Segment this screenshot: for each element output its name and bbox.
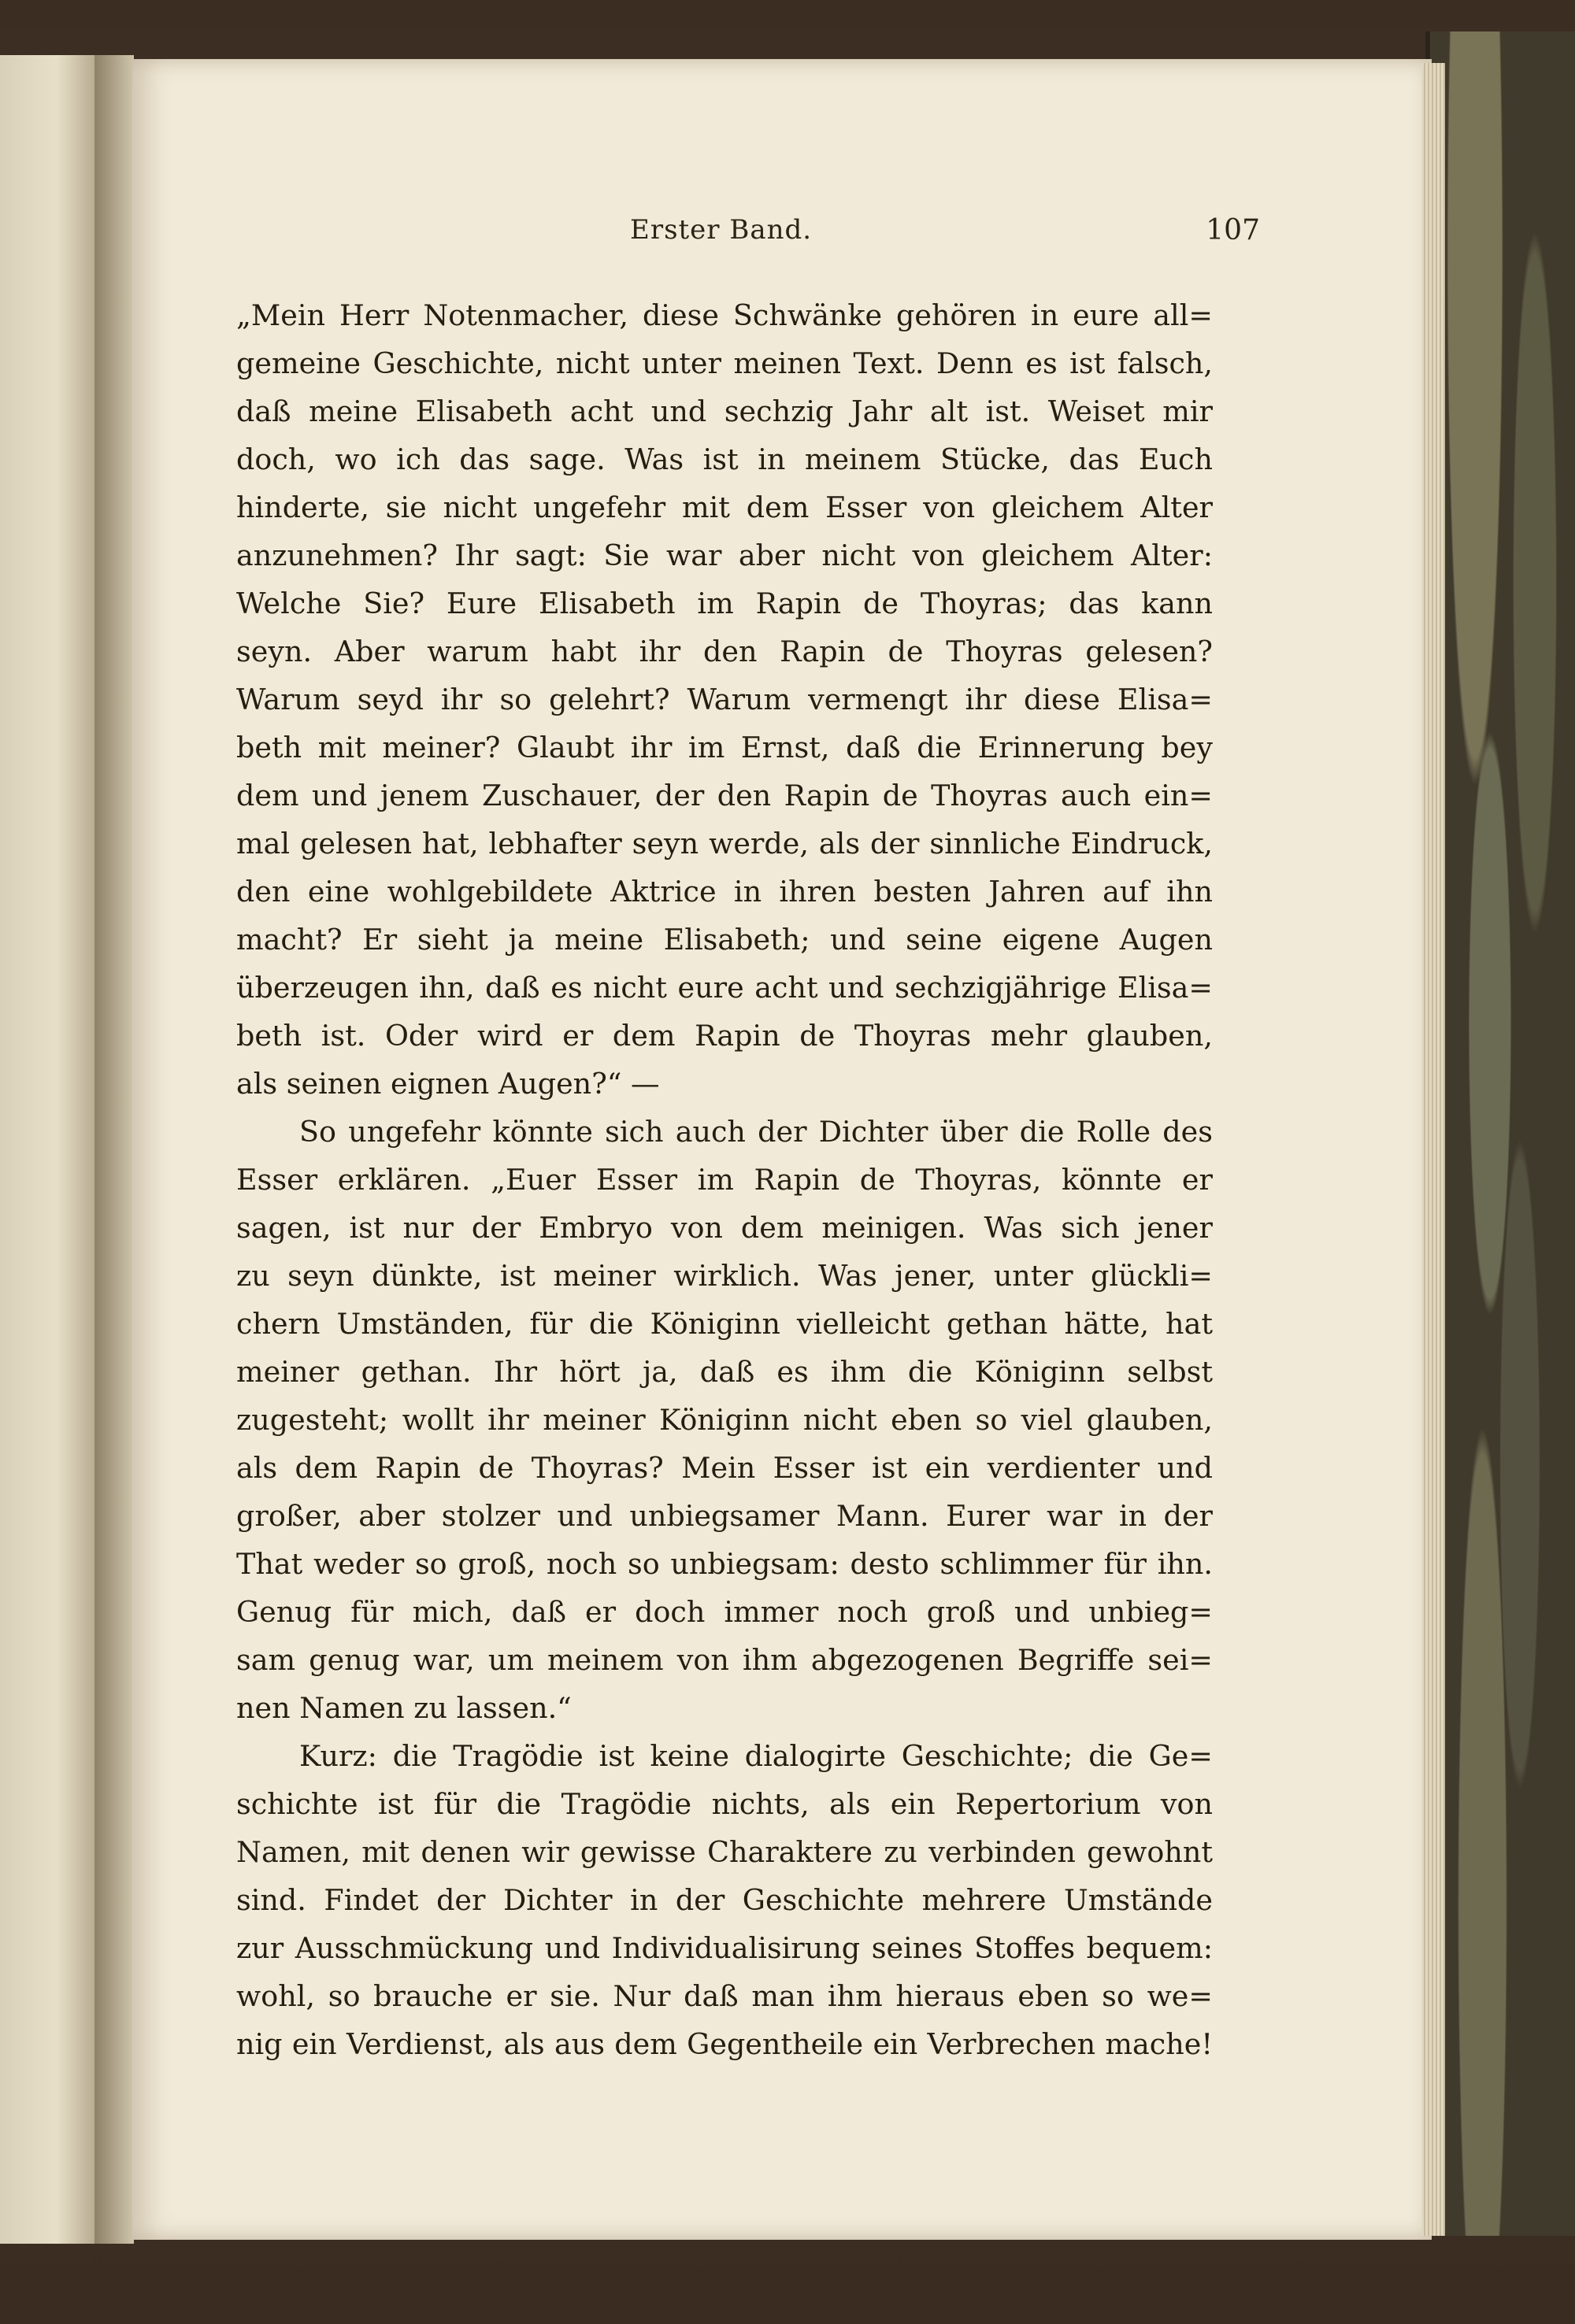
text-line: zu seyn dünkte, ist meiner wirklich. Was jener, unter glückli= (236, 1259, 1213, 1293)
text-line: Kurz: die Tragödie ist keine dialogirte Geschichte; die Ge= (299, 1739, 1213, 1773)
page-edges (1421, 63, 1445, 2236)
text-line: Warum seyd ihr so gelehrt? Warum vermengt ihr diese Elisa= (236, 683, 1213, 716)
text-line: schichte ist für die Tragödie nichts, als ein Repertorium von (236, 1787, 1213, 1821)
text-line: zur Ausschmückung und Individualisirung seines Stoffes bequem: (236, 1931, 1213, 1965)
text-line: wohl, so brauche er sie. Nur daß man ihm hieraus eben so we= (236, 1979, 1213, 2013)
text-line: Namen, mit denen wir gewisse Charaktere zu verbinden gewohnt (236, 1835, 1213, 1869)
running-head: Erster Band. (630, 214, 813, 246)
text-line: großer, aber stolzer und unbiegsamer Mann. Eurer war in der (236, 1499, 1213, 1533)
text-line: Welche Sie? Eure Elisabeth im Rapin de Thoyras; das kann (236, 587, 1213, 620)
text-line: That weder so groß, noch so unbiegsam: desto schlimmer für ihn. (236, 1547, 1213, 1581)
text-line: hinderte, sie nicht ungefehr mit dem Esser von gleichem Alter (236, 490, 1213, 524)
text-line: meiner gethan. Ihr hört ja, daß es ihm die Königinn selbst (236, 1355, 1213, 1389)
text-line: sind. Findet der Dichter in der Geschichte mehrere Umstände (236, 1883, 1213, 1917)
text-line: seyn. Aber warum habt ihr den Rapin de Thoyras gelesen? (236, 635, 1213, 668)
text-line: chern Umständen, für die Königinn vielleicht gethan hätte, hat (236, 1307, 1213, 1341)
text-line: dem und jenem Zuschauer, der den Rapin de Thoyras auch ein= (236, 779, 1213, 812)
facing-page-edge (0, 55, 94, 2244)
text-line: sam genug war, um meinem von ihm abgezogenen Begriffe sei= (236, 1643, 1213, 1677)
text-line: den eine wohlgebildete Aktrice in ihren besten Jahren auf ihn (236, 875, 1213, 909)
text-line: doch, wo ich das sage. Was ist in meinem Stücke, das Euch (236, 442, 1213, 476)
text-line: „Mein Herr Notenmacher, diese Schwänke gehören in eure all= (236, 298, 1213, 332)
text-line: Genug für mich, daß er doch immer noch groß und unbieg= (236, 1595, 1213, 1629)
text-line: überzeugen ihn, daß es nicht eure acht und sechzigjährige Elisa= (236, 971, 1213, 1005)
text-line: Esser erklären. „Euer Esser im Rapin de Thoyras, könnte er (236, 1163, 1213, 1197)
text-line: mal gelesen hat, lebhafter seyn werde, als der sinnliche Eindruck, (236, 827, 1213, 860)
text-line: nig ein Verdienst, als aus dem Gegentheile ein Verbrechen mache! (236, 2027, 1213, 2061)
text-line: beth mit meiner? Glaubt ihr im Ernst, daß die Erinnerung bey (236, 731, 1213, 764)
text-line: anzunehmen? Ihr sagt: Sie war aber nicht von gleichem Alter: (236, 538, 1213, 572)
text-line: sagen, ist nur der Embryo von dem meinigen. Was sich jener (236, 1211, 1213, 1245)
text-line: als seinen eignen Augen?“ — (236, 1067, 660, 1101)
text-line: daß meine Elisabeth acht und sechzig Jahr alt ist. Weiset mir (236, 394, 1213, 428)
text-line: als dem Rapin de Thoyras? Mein Esser ist ein verdienter und (236, 1451, 1213, 1485)
text-line: beth ist. Oder wird er dem Rapin de Thoyras mehr glauben, (236, 1019, 1213, 1053)
page-number: 107 (1206, 214, 1260, 246)
book-gutter (94, 55, 134, 2244)
page-header (236, 214, 1260, 253)
text-line: macht? Er sieht ja meine Elisabeth; und seine eigene Augen (236, 923, 1213, 957)
body-text (236, 291, 1213, 2068)
text-line: zugesteht; wollt ihr meiner Königinn nicht eben so viel glauben, (236, 1403, 1213, 1437)
marbled-cover (1425, 31, 1575, 2236)
text-line: So ungefehr könnte sich auch der Dichter über die Rolle des (299, 1115, 1213, 1149)
text-line: nen Namen zu lassen.“ (236, 1691, 572, 1725)
text-line: gemeine Geschichte, nicht unter meinen Text. Denn es ist falsch, (236, 346, 1213, 380)
